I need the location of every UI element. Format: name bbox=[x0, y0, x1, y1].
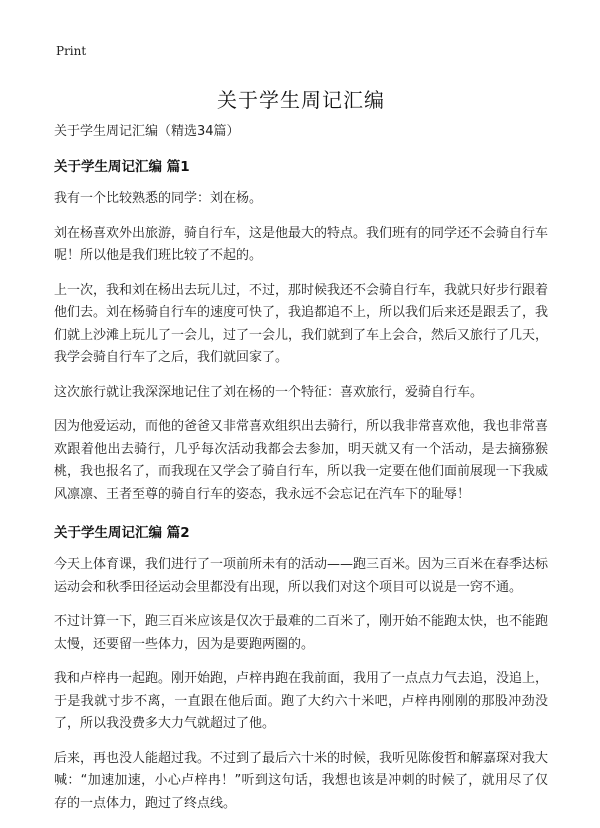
paragraph: 我和卢梓冉一起跑。刚开始跑，卢梓冉跑在我前面，我用了一点点力气去追，没追上，于是我就寸步不离，一直跟在他后面。跑了大约六十米吧，卢梓冉刚刚的那股冲劲没了，所以我没费多大力气就超过了他。 bbox=[54, 671, 549, 731]
page-title: 关于学生周记汇编 bbox=[217, 88, 385, 112]
section-heading: 关于学生周记汇编 篇2 bbox=[54, 525, 190, 541]
paragraph: 上一次，我和刘在杨出去玩儿过，不过，那时候我还不会骑自行车，我就只好步行跟着他们去。刘在杨骑自行车的速度可快了，我追都追不上，所以我们后来还是跟丢了，我们就上沙滩上玩儿了一会儿，过了一会儿，我们就到了车上会合，然后又旅行了几天，我学会骑自行车了之后，我们就回家了。 bbox=[54, 282, 549, 365]
print-link[interactable]: Print bbox=[56, 44, 87, 58]
paragraph: 不过计算一下，跑三百米应该是仅次于最难的二百米了，刚开始不能跑太快，也不能跑太慢，还要留一些体力，因为是要跑两圈的。 bbox=[54, 614, 549, 652]
paragraph: 刘在杨喜欢外出旅游，骑自行车，这是他最大的特点。我们班有的同学还不会骑自行车呢！所以他是我们班比较了不起的。 bbox=[54, 225, 549, 263]
paragraph: 后来，再也没人能超过我。不过到了最后六十米的时候，我听见陈俊哲和解嘉琛对我大喊：“加速加速，小心卢梓冉！”听到这句话，我想也该是冲刺的时候了，就用尽了仅存的一点体力，跑过了终点线。 bbox=[54, 750, 549, 811]
paragraph: 因为他爱运动，而他的爸爸又非常喜欢组织出去骑行，所以我非常喜欢他，我也非常喜欢跟着他出去骑行，几乎每次活动我都会去参加，明天就又有一个活动，是去摘猕猴桃，我也报名了，而我现在又学会了骑自行车，所以我一定要在他们面前展现一下我威风凛凛、王者至尊的骑自行车的姿态，我永远不会忘记在汽车下的耻辱！ bbox=[54, 419, 549, 502]
paragraph: 今天上体育课，我们进行了一项前所未有的活动——跑三百米。因为三百米在春季达标运动会和秋季田径运动会里都没有出现，所以我们对这个项目可以说是一窍不通。 bbox=[54, 557, 549, 595]
paragraph: 这次旅行就让我深深地记住了刘在杨的一个特征：喜欢旅行，爱骑自行车。 bbox=[54, 384, 484, 400]
page-subtitle: 关于学生周记汇编（精选34篇） bbox=[54, 124, 240, 139]
section-2 bbox=[54, 522, 548, 815]
section-heading: 关于学生周记汇编 篇1 bbox=[54, 159, 190, 175]
paragraph: 我有一个比较熟悉的同学：刘在杨。 bbox=[54, 191, 263, 206]
section-1 bbox=[54, 156, 548, 506]
